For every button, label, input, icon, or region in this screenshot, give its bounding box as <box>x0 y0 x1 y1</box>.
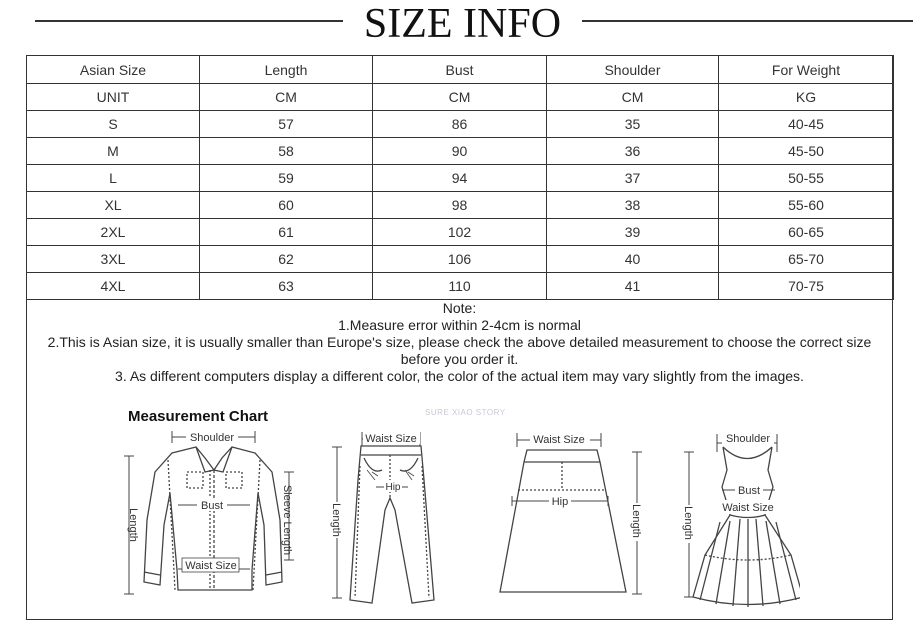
table-header-cell: Length <box>200 56 373 84</box>
table-cell: XL <box>27 192 200 219</box>
measurement-chart <box>120 400 800 615</box>
table-row <box>27 246 894 273</box>
table-cell: KG <box>719 84 894 111</box>
table-cell: 98 <box>373 192 547 219</box>
table-row <box>27 219 894 246</box>
table-cell: 4XL <box>27 273 200 300</box>
table-cell: M <box>27 138 200 165</box>
table-header-cell: For Weight <box>719 56 894 84</box>
notes-heading: Note: <box>442 300 477 316</box>
shirt-shoulder-label: Shoulder <box>189 432 235 444</box>
table-cell: 65-70 <box>719 246 894 273</box>
table-cell: 60 <box>200 192 373 219</box>
shirt-length-label: Length <box>127 508 139 542</box>
table-row <box>27 165 894 192</box>
table-cell: 37 <box>547 165 719 192</box>
dress-waist-label: Waist Size <box>722 502 774 514</box>
table-header-cell: Shoulder <box>547 56 719 84</box>
table-cell: 35 <box>547 111 719 138</box>
pants-illustration-icon <box>350 446 434 603</box>
table-cell: 45-50 <box>719 138 894 165</box>
pants-length-label: Length <box>330 503 342 537</box>
page-title: SIZE INFO <box>363 1 562 47</box>
table-cell: 61 <box>200 219 373 246</box>
table-row <box>27 192 894 219</box>
shirt-bust-label: Bust <box>200 500 224 512</box>
skirt-waist-label: Waist Size <box>533 434 585 446</box>
page-header <box>0 0 913 52</box>
dress-length-label: Length <box>682 506 694 540</box>
table-cell: 39 <box>547 219 719 246</box>
shirt-sleeve-label: Sleeve Length <box>281 484 293 556</box>
table-cell: 59 <box>200 165 373 192</box>
table-cell: 41 <box>547 273 719 300</box>
table-cell: 40-45 <box>719 111 894 138</box>
table-cell: CM <box>373 84 547 111</box>
pants-hip-label: Hip <box>385 482 401 493</box>
dress-shoulder-label: Shoulder <box>725 433 771 445</box>
title-rule-left <box>35 20 343 22</box>
table-row <box>27 273 894 300</box>
table-cell: S <box>27 111 200 138</box>
table-cell: 40 <box>547 246 719 273</box>
table-cell: 55-60 <box>719 192 894 219</box>
dress-bust-label: Bust <box>737 485 761 497</box>
table-cell: 60-65 <box>719 219 894 246</box>
table-cell: 94 <box>373 165 547 192</box>
skirt-illustration-icon <box>500 450 626 592</box>
table-cell: 2XL <box>27 219 200 246</box>
table-header-row <box>27 56 894 84</box>
table-header-cell: Bust <box>373 56 547 84</box>
table-row <box>27 138 894 165</box>
table-cell: CM <box>200 84 373 111</box>
table-cell: 50-55 <box>719 165 894 192</box>
table-cell: UNIT <box>27 84 200 111</box>
table-cell: 63 <box>200 273 373 300</box>
table-cell: CM <box>547 84 719 111</box>
size-table <box>26 55 894 300</box>
shirt-waist-label: Waist Size <box>185 560 237 572</box>
notes-block <box>27 300 892 385</box>
skirt-measure-lines <box>512 433 642 594</box>
note-line-1: 1.Measure error within 2-4cm is normal <box>338 317 581 333</box>
table-row <box>27 111 894 138</box>
title-rule-right <box>582 20 913 22</box>
measurement-chart-title: Measurement Chart <box>128 408 269 425</box>
table-cell: 36 <box>547 138 719 165</box>
note-line-3: 3. As different computers display a different color, the color of the actual item may vary slightly from the images. <box>115 368 804 384</box>
note-line-2: 2.This is Asian size, it is usually smaller than Europe's size, please check the above detailed measurement to choose the correct size before you order it. <box>47 334 872 367</box>
table-header-cell: Asian Size <box>27 56 200 84</box>
skirt-length-label: Length <box>630 504 642 538</box>
table-cell: 86 <box>373 111 547 138</box>
table-cell: 102 <box>373 219 547 246</box>
table-cell: 58 <box>200 138 373 165</box>
table-row <box>27 84 894 111</box>
table-cell: 90 <box>373 138 547 165</box>
table-cell: 3XL <box>27 246 200 273</box>
table-cell: 57 <box>200 111 373 138</box>
table-cell: 62 <box>200 246 373 273</box>
table-cell: 70-75 <box>719 273 894 300</box>
pants-waist-label: Waist Size <box>365 433 417 445</box>
dress-illustration-icon <box>693 447 800 607</box>
watermark-text: SURE XIAO STORY <box>425 408 506 417</box>
table-cell: 106 <box>373 246 547 273</box>
skirt-hip-label: Hip <box>551 496 569 508</box>
table-cell: 110 <box>373 273 547 300</box>
table-cell: L <box>27 165 200 192</box>
table-cell: 38 <box>547 192 719 219</box>
